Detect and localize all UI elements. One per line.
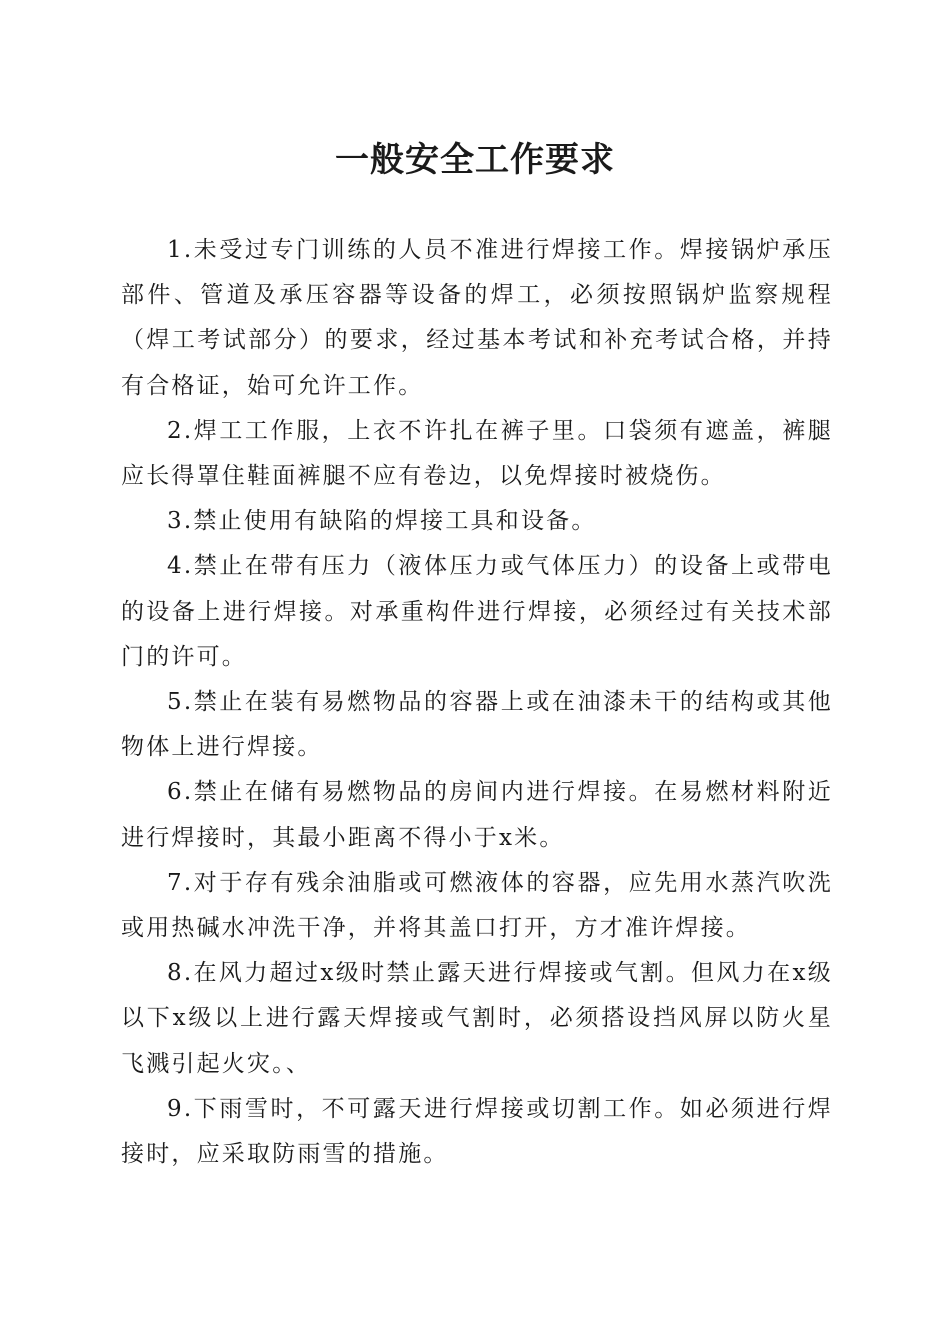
paragraph-3: 3.禁止使用有缺陷的焊接工具和设备。 [167,508,597,535]
document-body [121,228,833,1177]
paragraph-1: 1.未受过专门训练的人员不准进行焊接工作。焊接锅炉承压部件、管道及承压容器等设备的焊工，必须按照锅炉监察规程（焊工考试部分）的要求，经过基本考试和补充考试合格，并持有合格证，始可允许工作。 [121,237,833,399]
paragraph-4: 4.禁止在带有压力（液体压力或气体压力）的设备上或带电的设备上进行焊接。对承重构件进行焊接，必须经过有关技术部门的许可。 [121,553,833,670]
paragraph-9: 9.下雨雪时，不可露天进行焊接或切割工作。如必须进行焊接时，应采取防雨雪的措施。 [121,1095,833,1168]
paragraph-5: 5.禁止在装有易燃物品的容器上或在油漆未干的结构或其他物体上进行焊接。 [121,689,833,761]
document-title: 一般安全工作要求 [335,140,615,180]
paragraph-7: 7.对于存有残余油脂或可燃液体的容器，应先用水蒸汽吹洗或用热碱水冲洗干净，并将其盖口打开，方才准许焊接。 [121,869,833,942]
paragraph-2: 2.焊工工作服，上衣不许扎在裤子里。口袋须有遮盖，裤腿应长得罩住鞋面裤腿不应有卷边，以免焊接时被烧伤。 [121,417,833,490]
paragraph-6: 6.禁止在储有易燃物品的房间内进行焊接。在易燃材料附近进行焊接时，其最小距离不得小于x米。 [121,779,833,851]
paragraph-8: 8.在风力超过x级时禁止露天进行焊接或气割。但风力在x级以下x级以上进行露天焊接或气割时，必须搭设挡风屏以防火星飞溅引起火灾。、 [121,960,833,1077]
